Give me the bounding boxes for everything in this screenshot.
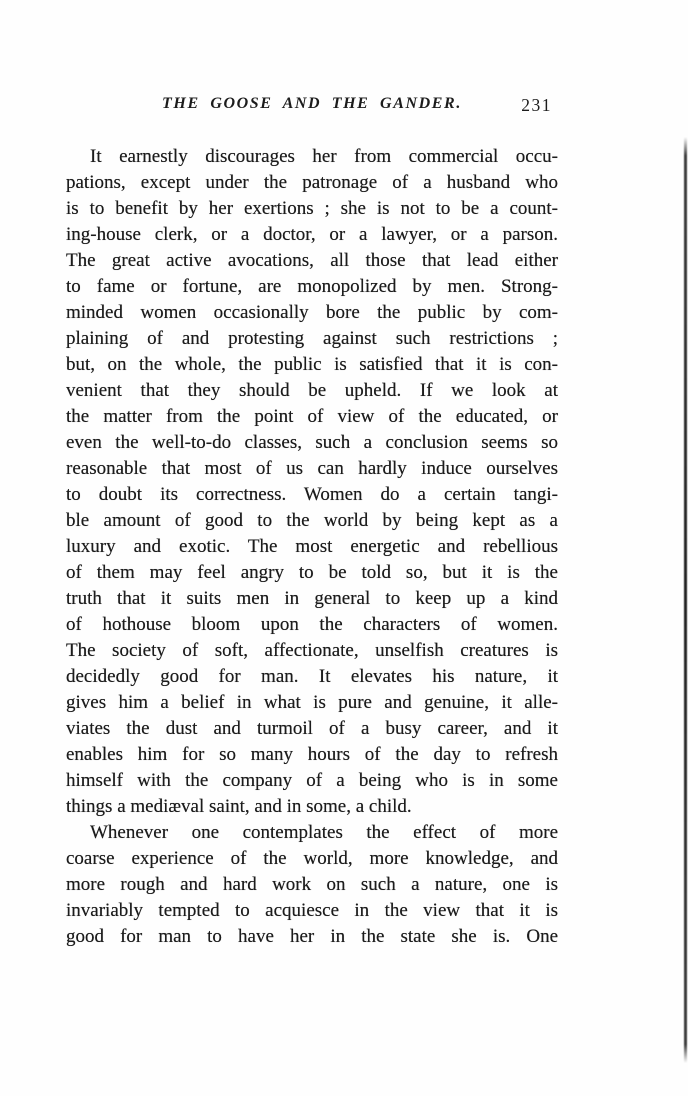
text-line: to fame or fortune, are monopolized by men. Strong-	[66, 276, 558, 297]
text-line: venient that they should be upheld. If we look at	[66, 380, 558, 401]
text-line: to doubt its correctness. Women do a certain tangi-	[66, 484, 558, 505]
text-line: ble amount of good to the world by being kept as a	[66, 510, 558, 531]
text-line: but, on the whole, the public is satisfied that it is con-	[66, 354, 558, 375]
text-line: reasonable that most of us can hardly induce ourselves	[66, 458, 558, 479]
text-line: good for man to have her in the state she is. One	[66, 926, 558, 947]
text-line: viates the dust and turmoil of a busy career, and it	[66, 718, 558, 739]
text-line: The society of soft, affectionate, unselfish creatures is	[66, 640, 558, 661]
text-line: coarse experience of the world, more knowledge, and	[66, 848, 558, 869]
page-number-label: 231	[521, 95, 552, 115]
text-line: is to benefit by her exertions ; she is not to be a count-	[66, 198, 558, 219]
text-line: minded women occasionally bore the public by com-	[66, 302, 558, 323]
text-line: of hothouse bloom upon the characters of women.	[66, 614, 558, 635]
scan-edge-artifact	[684, 137, 687, 1063]
page-header	[66, 95, 558, 119]
text-line: plaining of and protesting against such restrictions ;	[66, 328, 558, 349]
text-block	[66, 144, 558, 950]
text-line: himself with the company of a being who is in some	[66, 770, 558, 791]
text-line: things a mediæval saint, and in some, a child.	[66, 796, 412, 817]
text-line: pations, except under the patronage of a husband who	[66, 172, 558, 193]
running-head-title: THE GOOSE AND THE GANDER.	[162, 95, 462, 112]
text-line: luxury and exotic. The most energetic and rebellious	[66, 536, 558, 557]
text-line: even the well-to-do classes, such a conclusion seems so	[66, 432, 558, 453]
text-line: ing-house clerk, or a doctor, or a lawyer, or a parson.	[66, 224, 558, 245]
text-line: more rough and hard work on such a nature, one is	[66, 874, 558, 895]
text-line: Whenever one contemplates the effect of more	[90, 822, 558, 843]
text-line: invariably tempted to acquiesce in the view that it is	[66, 900, 558, 921]
text-line: decidedly good for man. It elevates his nature, it	[66, 666, 558, 687]
text-line: the matter from the point of view of the educated, or	[66, 406, 558, 427]
text-line: It earnestly discourages her from commercial occu-	[90, 146, 558, 167]
text-line: The great active avocations, all those that lead either	[66, 250, 558, 271]
text-line: truth that it suits men in general to keep up a kind	[66, 588, 558, 609]
text-line: gives him a belief in what is pure and genuine, it alle-	[66, 692, 558, 713]
text-line: of them may feel angry to be told so, but it is the	[66, 562, 558, 583]
text-line: enables him for so many hours of the day to refresh	[66, 744, 558, 765]
